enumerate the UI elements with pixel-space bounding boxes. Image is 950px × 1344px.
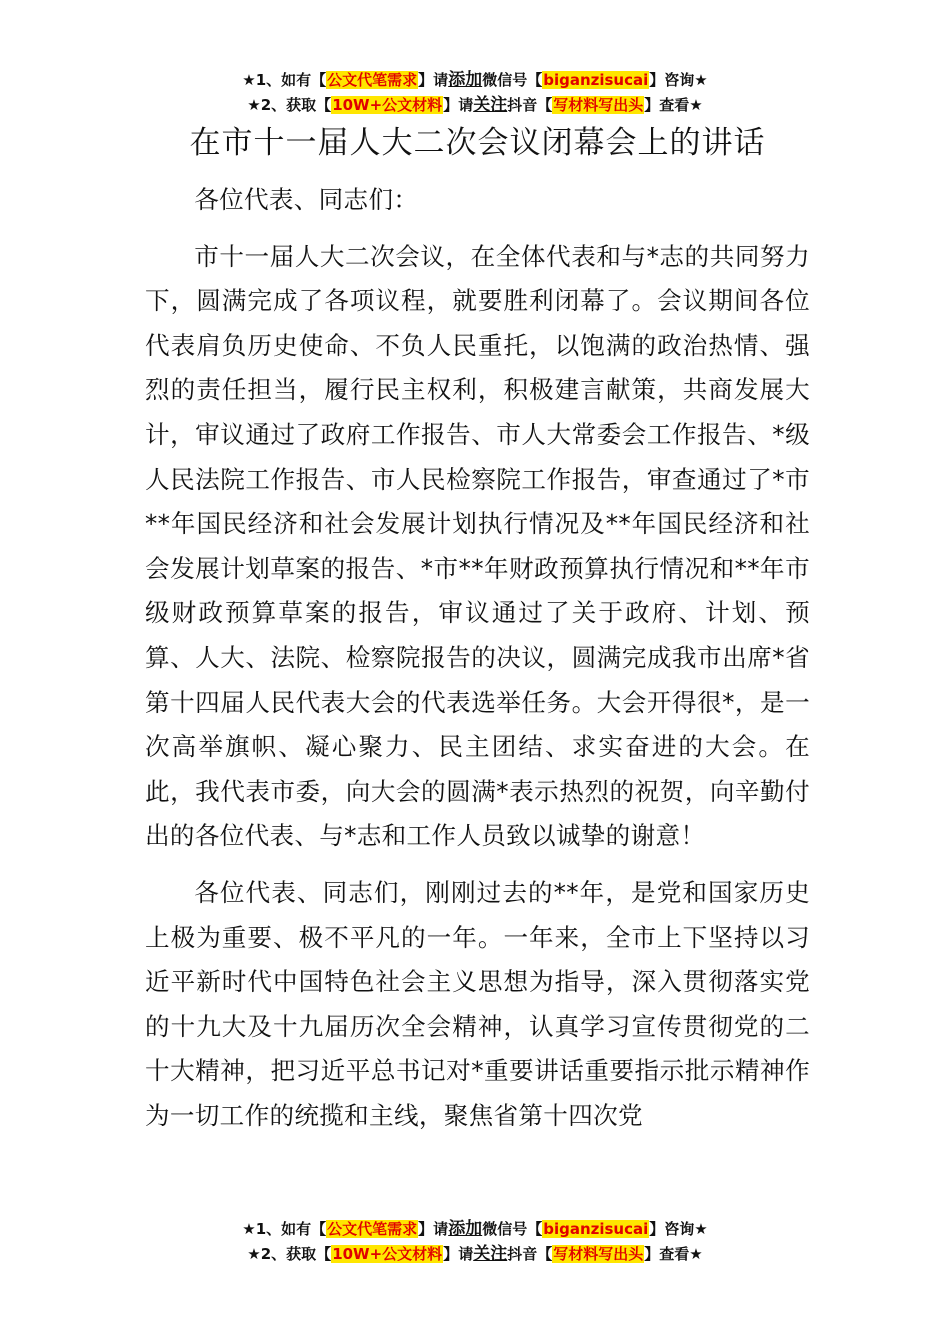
promo-text: ★1、如有【 bbox=[242, 71, 327, 89]
promo-text: 抖音【 bbox=[507, 1245, 553, 1263]
paragraph: 市十一届人大二次会议，在全体代表和与*志的共同努力下，圆满完成了各项议程，就要胜利闭幕了。会议期间各位代表肩负历史使命、不负人民重托，以饱满的政治热情、强烈的责任担当，履行民主权利，积极建言献策，共商发展大计，审议通过了政府工作报告、市人大常委会工作报告、*级人民法院工作报告、市人民检察院工作报告，审查通过了*市**年国民经济和社会发展计划执行情况及**年国民经济和社会发展计划草案的报告、*市**年财政预算执行情况和**年市级财政预算草案的报告，审议通过了关于政府、计划、预算、人大、法院、检察院报告的决议，圆满完成我市出席*省第十四届人民代表大会的代表选举任务。大会开得很*，是一次高举旗帜、凝心聚力、民主团结、求实奋进的大会。在此，我代表市委，向大会的圆满*表示热烈的祝贺，向辛勤付出的各位代表、与*志和工作人员致以诚挚的谢意！ bbox=[145, 241, 810, 851]
promo-text: ★1、如有【 bbox=[242, 1220, 327, 1238]
promo-highlight-wechat-id: biganzisucai bbox=[543, 71, 649, 89]
promo-text: ★2、获取【 bbox=[247, 96, 332, 114]
promo-highlight: 公文代笔需求 bbox=[327, 71, 418, 89]
promo-text: 】咨询★ bbox=[649, 1220, 708, 1238]
promo-text: 微信号【 bbox=[482, 1220, 543, 1238]
promo-text: 】请 bbox=[418, 71, 449, 89]
promo-underlined: 关注 bbox=[473, 95, 508, 115]
salutation: 各位代表、同志们： bbox=[194, 185, 419, 214]
promo-highlight-wechat-id: biganzisucai bbox=[543, 1220, 649, 1238]
promo-underlined: 添加 bbox=[448, 1219, 483, 1239]
promo-text: 】查看★ bbox=[644, 96, 703, 114]
promo-underlined: 关注 bbox=[473, 1244, 508, 1264]
promo-highlight-douyin-id: 写材料写出头 bbox=[553, 1245, 644, 1263]
header-promo-banner bbox=[0, 68, 950, 118]
promo-underlined: 添加 bbox=[448, 70, 483, 90]
promo-text: 】请 bbox=[418, 1220, 449, 1238]
promo-text: ★2、获取【 bbox=[247, 1245, 332, 1263]
paragraph: 各位代表、同志们，刚刚过去的**年，是党和国家历史上极为重要、极不平凡的一年。一年来，全市上下坚持以习近平新时代中国特色社会主义思想为指导，深入贯彻落实党的十九大及十九届历次全会精神，认真学习宣传贯彻党的二十大精神，把习近平总书记对*重要讲话重要指示批示精神作为一切工作的统揽和主线，聚焦省第十四次党 bbox=[145, 877, 810, 1130]
promo-line-2 bbox=[0, 93, 950, 118]
promo-text: 】请 bbox=[443, 96, 474, 114]
promo-text: 微信号【 bbox=[482, 71, 543, 89]
promo-text: 抖音【 bbox=[507, 96, 553, 114]
promo-line-1 bbox=[0, 1217, 950, 1242]
promo-highlight: 10W+公文材料 bbox=[332, 1245, 443, 1263]
document-body bbox=[145, 118, 810, 1138]
footer-promo-banner bbox=[0, 1217, 950, 1267]
promo-text: 】咨询★ bbox=[649, 71, 708, 89]
promo-text: 】请 bbox=[443, 1245, 474, 1263]
promo-line-1 bbox=[0, 68, 950, 93]
promo-highlight: 10W+公文材料 bbox=[332, 96, 443, 114]
promo-highlight: 公文代笔需求 bbox=[327, 1220, 418, 1238]
document-title: 在市十一届人大二次会议闭幕会上的讲话 bbox=[189, 125, 766, 161]
promo-highlight-douyin-id: 写材料写出头 bbox=[553, 96, 644, 114]
promo-line-2 bbox=[0, 1242, 950, 1267]
promo-text: 】查看★ bbox=[644, 1245, 703, 1263]
